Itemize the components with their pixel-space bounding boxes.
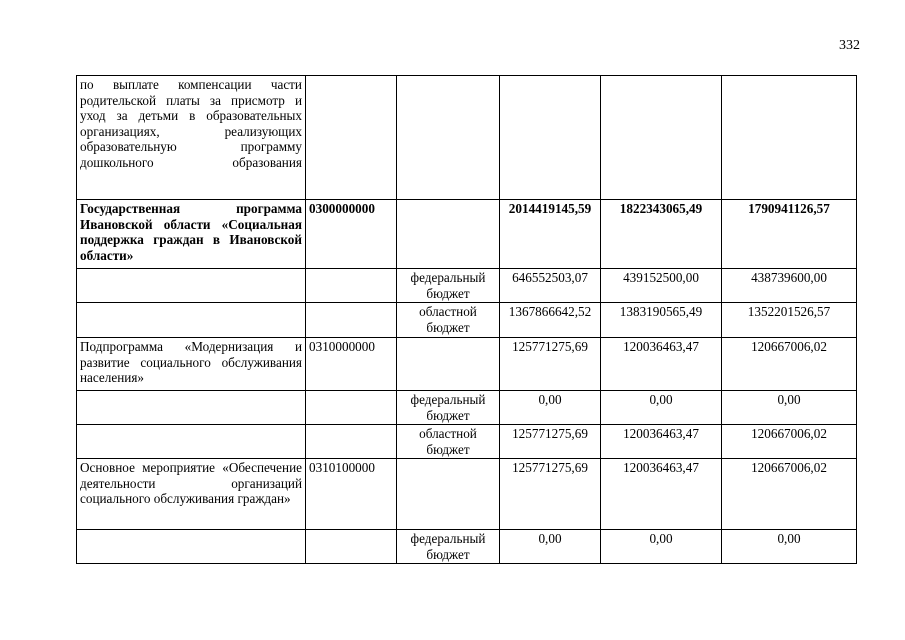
program-name-cell: Основное мероприятие «Обеспечение деятельности организаций социального обслуживания граждан» [77,459,306,530]
table-row [77,76,857,200]
funding-source-cell [397,76,500,200]
table-row [77,530,857,564]
code-cell [306,269,397,303]
code-cell [306,303,397,338]
amount-2019-cell: 125771275,69 [500,338,601,391]
program-name-cell [77,269,306,303]
code-cell [306,391,397,425]
amount-2020-cell [601,76,722,200]
amount-2019-cell: 1367866642,52 [500,303,601,338]
amount-2020-cell: 0,00 [601,530,722,564]
funding-source-cell [397,338,500,391]
amount-2019-cell: 0,00 [500,391,601,425]
amount-2021-cell: 120667006,02 [722,459,857,530]
code-cell [306,76,397,200]
amount-2019-cell [500,76,601,200]
code-cell: 0310000000 [306,338,397,391]
amount-2020-cell: 439152500,00 [601,269,722,303]
funding-source-cell: областной бюджет [397,303,500,338]
amount-2020-cell: 120036463,47 [601,338,722,391]
amount-2021-cell: 0,00 [722,530,857,564]
table-row [77,338,857,391]
page-number: 332 [839,38,860,53]
program-name-cell: Государственная программа Ивановской области «Социальная поддержка граждан в Ивановской области» [77,200,306,269]
program-name-cell [77,530,306,564]
code-cell: 0310100000 [306,459,397,530]
amount-2021-cell: 1352201526,57 [722,303,857,338]
funding-source-cell: областной бюджет [397,425,500,459]
funding-source-cell [397,459,500,530]
program-name-cell [77,303,306,338]
amount-2021-cell [722,76,857,200]
amount-2019-cell: 0,00 [500,530,601,564]
table-row [77,269,857,303]
budget-table [76,75,857,564]
code-cell [306,530,397,564]
funding-source-cell: федеральный бюджет [397,391,500,425]
table-row [77,459,857,530]
amount-2020-cell: 120036463,47 [601,459,722,530]
amount-2020-cell: 1822343065,49 [601,200,722,269]
amount-2019-cell: 125771275,69 [500,425,601,459]
program-name-cell [77,425,306,459]
amount-2021-cell: 1790941126,57 [722,200,857,269]
amount-2019-cell: 2014419145,59 [500,200,601,269]
code-cell [306,425,397,459]
table-row [77,303,857,338]
amount-2021-cell: 120667006,02 [722,425,857,459]
amount-2020-cell: 120036463,47 [601,425,722,459]
table-row [77,200,857,269]
table-row [77,391,857,425]
amount-2019-cell: 125771275,69 [500,459,601,530]
amount-2021-cell: 0,00 [722,391,857,425]
funding-source-cell: федеральный бюджет [397,530,500,564]
program-name-cell [77,391,306,425]
table-row [77,425,857,459]
program-name-cell: по выплате компенсации части родительской платы за присмотр и уход за детьми в образовательных организациях, реализующих образовательную программу дошкольного образования [77,76,306,200]
amount-2019-cell: 646552503,07 [500,269,601,303]
funding-source-cell: федеральный бюджет [397,269,500,303]
code-cell: 0300000000 [306,200,397,269]
program-name-cell: Подпрограмма «Модернизация и развитие социального обслуживания населения» [77,338,306,391]
funding-source-cell [397,200,500,269]
amount-2021-cell: 120667006,02 [722,338,857,391]
amount-2020-cell: 0,00 [601,391,722,425]
amount-2021-cell: 438739600,00 [722,269,857,303]
amount-2020-cell: 1383190565,49 [601,303,722,338]
